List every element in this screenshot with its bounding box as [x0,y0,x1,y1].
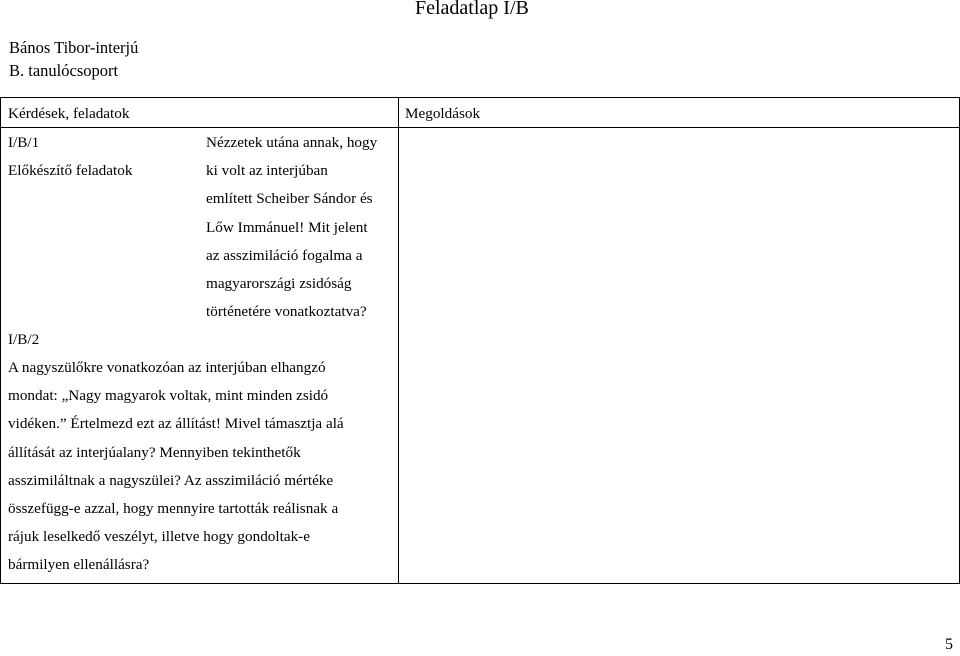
task-1-line: említett Scheiber Sándor és [206,190,373,208]
task-2-instructions [8,354,344,580]
header-questions: Kérdések, feladatok [8,105,130,122]
task-1-id: I/B/1 [8,134,40,151]
column-divider [398,97,399,584]
task-2-id: I/B/2 [8,331,40,348]
interview-title: Bános Tibor-interjú [9,38,139,57]
task-2-line: vidéken.” Értelmezd ezt az állítást! Mivel támasztja alá [8,415,344,433]
task-2-line: bármilyen ellenállásra? [8,556,150,574]
task-1-line: magyarországi zsidóság [206,275,352,293]
task-1-instructions [206,129,377,326]
task-1-line: történetére vonatkoztatva? [206,303,367,321]
task-2-line: összefügg-e azzal, hogy mennyire tartották reálisnak a [8,500,339,518]
page-title: Feladatlap I/B [415,0,529,19]
page-number: 5 [945,636,953,653]
table-left-border [0,97,1,584]
task-1-line: az asszimiláció fogalma a [206,246,363,264]
group-label: B. tanulócsoport [9,61,119,80]
task-2-line: mondat: „Nagy magyarok voltak, mint minden zsidó [8,387,329,405]
task-2-line: állítását az interjúalany? Mennyiben tekinthetők [8,443,301,461]
task-1-line: ki volt az interjúban [206,162,328,180]
task-2-line: asszimiláltnak a nagyszülei? Az asszimiláció mértéke [8,471,334,489]
header-solutions: Megoldások [405,105,481,122]
task-2-line: A nagyszülőkre vonatkozóan az interjúban elhangzó [8,359,326,376]
task-1-line: Lőw Immánuel! Mit jelent [206,218,368,236]
table-bottom-border [0,583,960,584]
task-2-line: rájuk leselkedő veszélyt, illetve hogy gondoltak-e [8,528,310,546]
task-1-line: Nézzetek utána annak, hogy [206,134,378,151]
table-top-border [0,97,960,98]
header-divider [0,127,960,128]
task-1-label: Előkészítő feladatok [8,162,133,179]
